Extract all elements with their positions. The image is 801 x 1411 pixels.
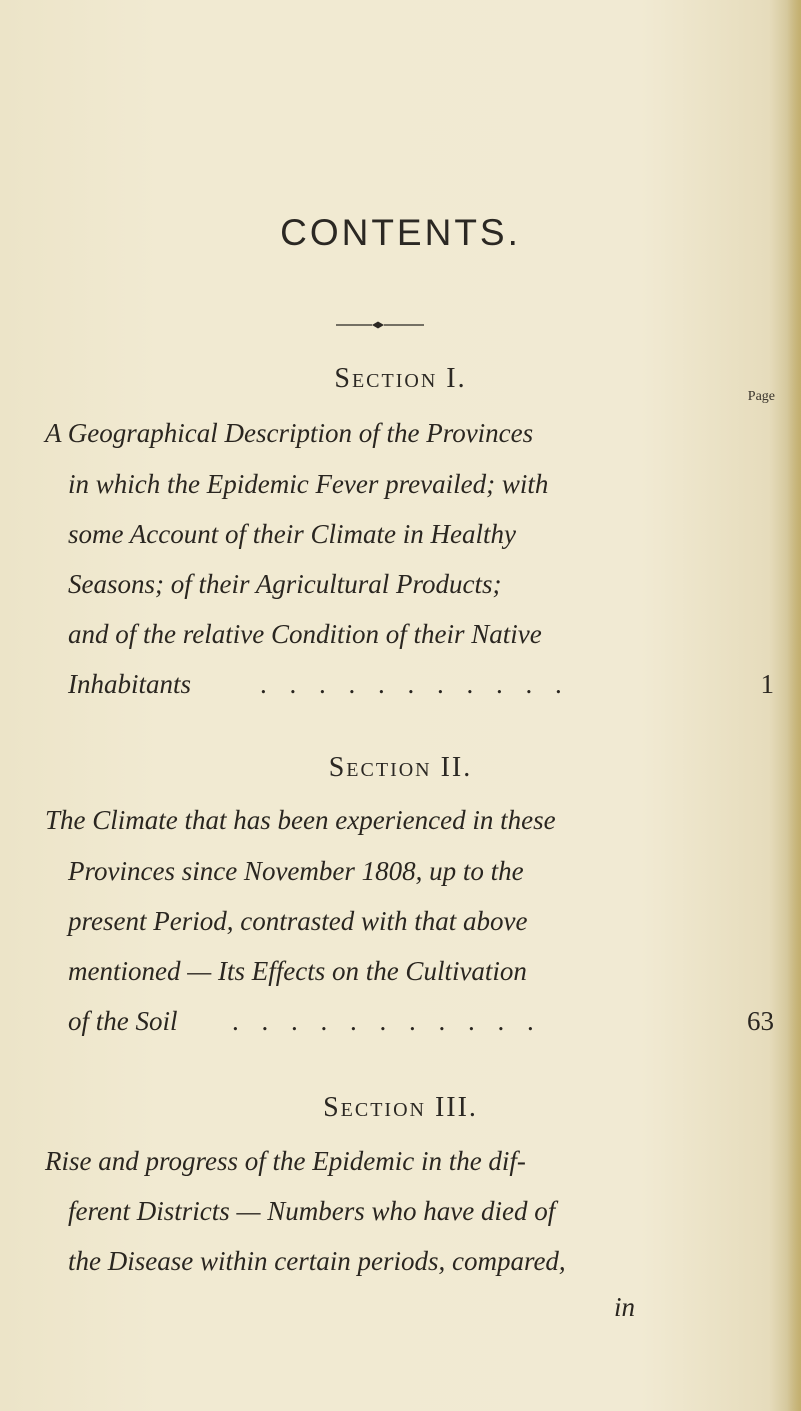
catchword: in bbox=[614, 1292, 636, 1322]
section-heading-3: Section III. bbox=[323, 1092, 478, 1123]
toc-entry-line: in which the Epidemic Fever prevailed; with bbox=[68, 469, 549, 499]
dot-leader: . . . . . . . . . . . bbox=[260, 669, 570, 699]
section-heading-1: Section I. bbox=[334, 363, 467, 394]
toc-entry-line: the Disease within certain periods, compared, bbox=[68, 1246, 566, 1276]
toc-entry-line: A Geographical Description of the Provinces bbox=[45, 418, 534, 448]
toc-entry-line: and of the relative Condition of their Native bbox=[68, 619, 542, 649]
toc-entry-line: Inhabitants bbox=[68, 669, 192, 699]
toc-entry-line: ferent Districts — Numbers who have died of bbox=[68, 1196, 556, 1226]
page-number: 63 bbox=[747, 1006, 774, 1036]
page-number: 1 bbox=[760, 669, 774, 699]
toc-entry-line: present Period, contrasted with that above bbox=[68, 906, 528, 936]
page-title: CONTENTS. bbox=[280, 212, 521, 253]
toc-entry-line: Rise and progress of the Epidemic in the dif- bbox=[45, 1146, 526, 1176]
toc-entry-line: of the Soil bbox=[68, 1006, 178, 1036]
toc-entry-line: some Account of their Climate in Healthy bbox=[68, 519, 516, 549]
toc-entry-line: Provinces since November 1808, up to the bbox=[68, 856, 524, 886]
dot-leader: . . . . . . . . . . . bbox=[232, 1006, 542, 1036]
toc-entry-line: mentioned — Its Effects on the Cultivation bbox=[68, 956, 527, 986]
divider-ornament-icon bbox=[336, 320, 424, 330]
toc-entry-line: The Climate that has been experienced in these bbox=[45, 805, 556, 835]
toc-entry-line: Seasons; of their Agricultural Products; bbox=[68, 569, 502, 599]
section-heading-2: Section II. bbox=[328, 752, 473, 783]
page-column-label: Page bbox=[747, 389, 775, 404]
